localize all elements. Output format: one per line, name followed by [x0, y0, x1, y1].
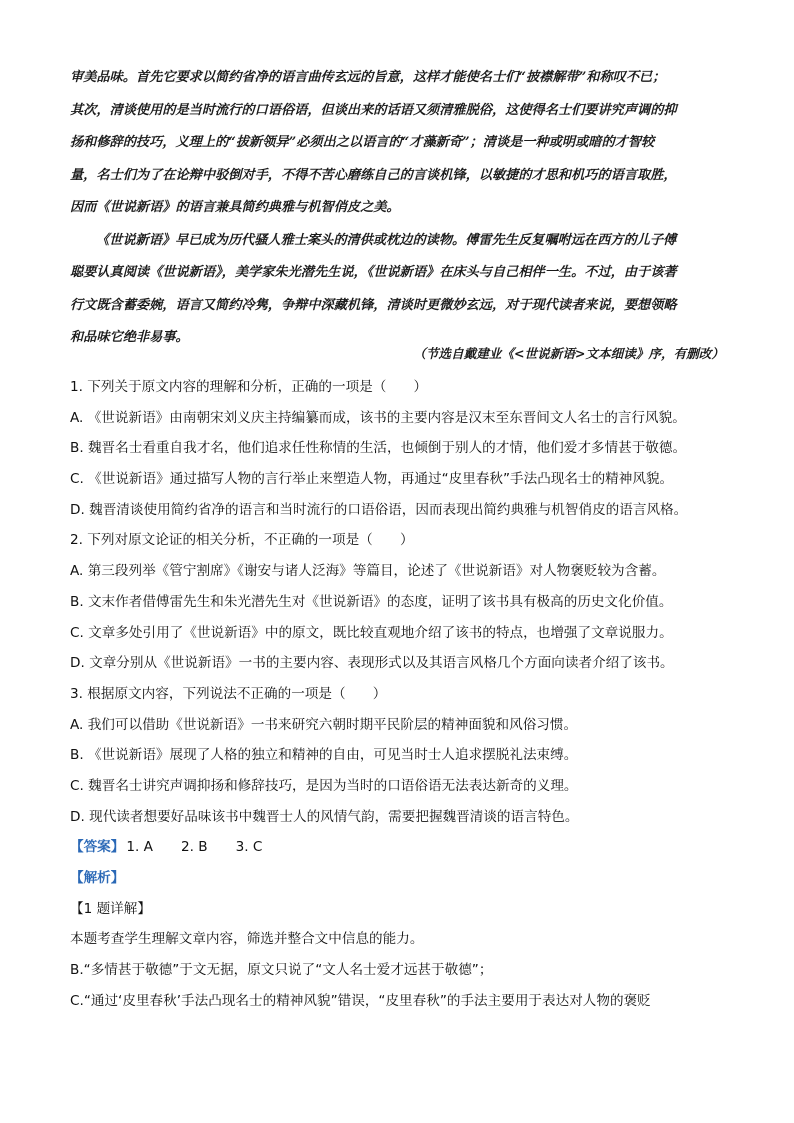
answer-value-3: 3. C — [235, 839, 263, 856]
passage — [70, 62, 726, 355]
question-2-option-a: A. 第三段列举《管宁割席》《谢安与诸人泛海》等篇目，论述了《世说新语》对人物褒贬较为含蓄。 — [70, 563, 666, 580]
analysis-line: C.“通过‘皮里春秋’手法凸现名士的精神风貌”错误，“皮里春秋”的手法主要用于表达对人物的褒贬 — [70, 992, 651, 1009]
answer-value-2: 2. B — [180, 839, 208, 856]
passage-line: 因而《世说新语》的语言兼具简约典雅与机智俏皮之美。 — [70, 200, 400, 215]
passage-line: 《世说新语》早已成为历代骚人雅士案头的清供或枕边的读物。傅雷先生反复嘱咐远在西方的儿子傅 — [96, 232, 677, 248]
passage-line: 行文既含蓄委婉，语言又简约冷隽，争辩中深藏机锋，清谈时更微妙玄远，对于现代读者来说，要想领略 — [70, 297, 677, 313]
question-1-option-a: A. 《世说新语》由南朝宋刘义庆主持编纂而成，该书的主要内容是汉末至东晋间文人名士的言行风貌。 — [70, 409, 686, 426]
question-3-option-d: D. 现代读者想要好品味该书中魏晋士人的风情气韵，需要把握魏晋清谈的语言特色。 — [70, 808, 579, 825]
analysis-line: 本题考查学生理解文章内容，筛选并整合文中信息的能力。 — [70, 931, 424, 948]
question-section — [70, 372, 730, 1016]
question-3-option-c: C. 魏晋名士讲究声调抑扬和修辞技巧，是因为当时的口语俗语无法表达新奇的义理。 — [70, 777, 578, 794]
passage-line: 扬和修辞的技巧，义理上的“拔新领异”必须出之以语言的“才藻新奇”；清谈是一种或明或暗的才智较 — [70, 135, 655, 150]
answer-row — [70, 832, 730, 863]
question-stem-3: 3. 根据原文内容，下列说法不正确的一项是（ ） — [70, 685, 387, 702]
passage-line: 审美品味。首先它要求以简约省净的语言曲传玄远的旨意，这样才能使名士们“披襟解带”和称叹不已； — [70, 70, 666, 85]
analysis-line: B.“多情甚于敬德”于文无据，原文只说了“文人名士爱才远甚于敬德”； — [70, 962, 493, 979]
question-2-option-c: C. 文章多处引用了《世说新语》中的原文，既比较直观地介绍了该书的特点，也增强了文章说服力。 — [70, 624, 673, 641]
passage-line: 和品味它绝非易事。 — [70, 330, 189, 345]
question-1-option-b: B. 魏晋名士看重自我才名，他们追求任性称情的生活，也倾倒于别人的才情，他们爱才多情甚于敬德。 — [70, 440, 687, 457]
question-1-option-c: C. 《世说新语》通过描写人物的言行举止来塑造人物，再通过“皮里春秋”手法凸现名士的精神风貌。 — [70, 471, 674, 488]
question-2-option-d: D. 文章分别从《世说新语》一书的主要内容、表现形式以及其语言风格几个方面向读者介绍了该书。 — [70, 655, 674, 672]
question-3-option-b: B. 《世说新语》展现了人格的独立和精神的自由，可见当时士人追求摆脱礼法束缚。 — [70, 747, 578, 764]
passage-line: 聪要认真阅读《世说新语》，美学家朱光潜先生说，《世说新语》在床头与自己相伴一生。不过，由于该著 — [70, 265, 677, 280]
passage-source: （节选自戴建业《<世说新语>文本细读》序，有删改） — [413, 346, 724, 361]
question-2-option-b: B. 文末作者借傅雷先生和朱光潜先生对《世说新语》的态度，证明了该书具有极高的历史文化价值。 — [70, 593, 673, 610]
question-3-option-a: A. 我们可以借助《世说新语》一书来研究六朝时期平民阶层的精神面貌和风俗习惯。 — [70, 716, 578, 733]
answer-label: 【答案】 — [70, 839, 125, 856]
detail-label: 【1 题详解】 — [70, 900, 151, 917]
analysis-label: 【解析】 — [70, 870, 125, 886]
question-1-option-d: D. 魏晋清谈使用简约省净的语言和当时流行的口语俗语，因而表现出简约典雅与机智俏皮的语言风格。 — [70, 501, 688, 518]
passage-line: 量，名士们为了在论辩中驳倒对手，不得不苦心磨练自己的言谈机锋，以敏捷的才思和机巧的语言取胜， — [70, 167, 677, 183]
question-stem-1: 1. 下列关于原文内容的理解和分析，正确的一项是（ ） — [70, 379, 428, 395]
passage-line: 其次，清谈使用的是当时流行的口语俗语，但谈出来的话语又须清雅脱俗，这使得名士们要讲究声调的抑 — [70, 102, 677, 118]
question-stem-2: 2. 下列对原文论证的相关分析，不正确的一项是（ ） — [70, 532, 414, 549]
answer-value-1: 1. A — [126, 839, 153, 856]
